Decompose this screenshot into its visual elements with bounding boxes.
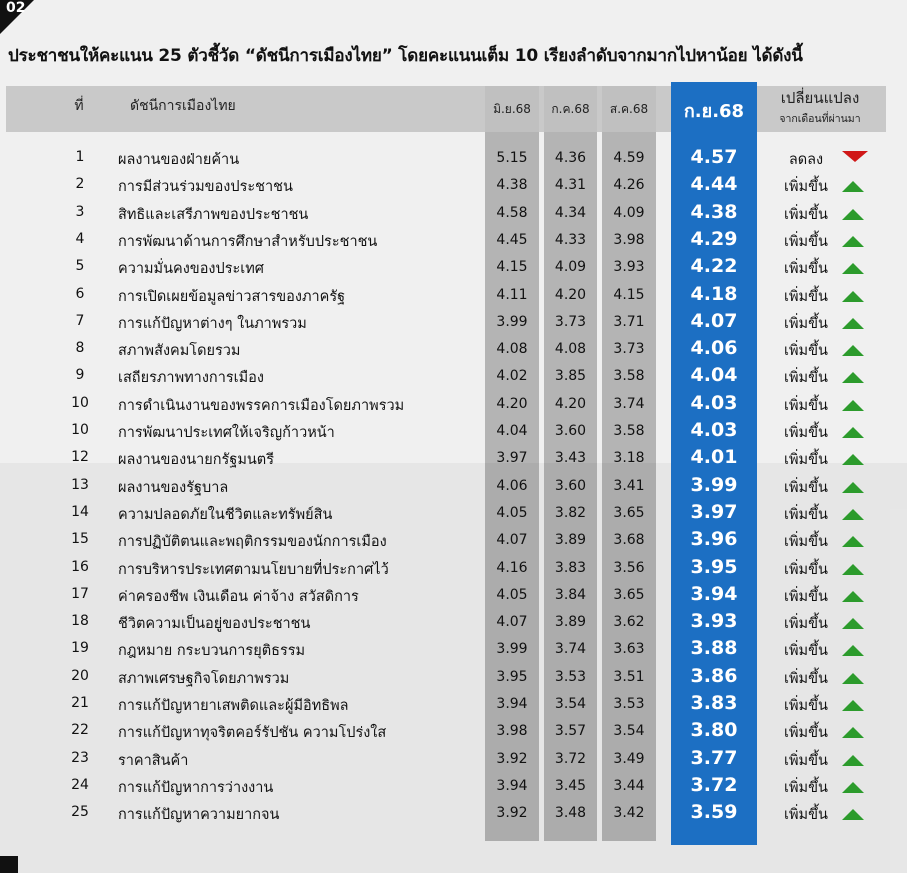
month-2-value: 3.43: [554, 450, 587, 467]
index-name-cell: ค่าครองชีพ เงินเดือน ค่าจ้าง สวัสดิการ: [118, 588, 359, 605]
current-value: 4.01: [690, 446, 738, 469]
month-3-value: 3.63: [613, 641, 645, 658]
month-3-value: 3.56: [613, 559, 645, 576]
change-label: เพิ่มขึ้น: [784, 807, 828, 824]
month-2-value: 4.20: [554, 395, 587, 412]
current-value: 4.44: [690, 173, 738, 196]
page-title: ประชาชนให้คะแนน 25 ตัวชี้วัด “ดัชนีการเมืองไทย” โดยคะแนนเต็ม 10 เรียงลำดับจากมากไปหาน้อย ได้ดังนี้: [8, 46, 803, 66]
month-2-value: 3.53: [554, 668, 587, 685]
current-value: 3.94: [690, 582, 738, 605]
index-name-cell: ราคาสินค้า: [118, 752, 189, 769]
header-rank: ที่: [74, 98, 84, 114]
month-2-value: 3.84: [554, 586, 587, 603]
month-3-value: 3.93: [613, 259, 645, 276]
current-value: 3.83: [690, 692, 738, 714]
month-2-value: 4.09: [554, 259, 587, 276]
index-name-cell: การปฏิบัติตนและพฤติกรรมของนักการเมือง: [118, 534, 387, 551]
month-3-value: 3.68: [613, 532, 645, 549]
month-3-value: 4.26: [613, 177, 645, 194]
table-row: [0, 445, 907, 472]
rank-cell: 1: [75, 149, 85, 165]
current-value: 4.38: [690, 200, 738, 223]
rank-cell: 15: [71, 531, 89, 548]
current-value: 3.86: [690, 664, 738, 687]
change-label: เพิ่มขึ้น: [784, 452, 828, 469]
current-value: 4.04: [690, 364, 738, 387]
month-3-value: 3.62: [613, 614, 645, 631]
up-arrow-icon: [842, 454, 864, 465]
table-row: [0, 527, 907, 554]
table-row: [0, 473, 907, 500]
up-arrow-icon: [842, 427, 864, 438]
month-2-value: 4.36: [554, 150, 587, 166]
index-name-cell: การแก้ปัญหาการว่างงาน: [118, 779, 274, 796]
month-1-value: 3.99: [496, 313, 528, 330]
rank-cell: 23: [71, 749, 89, 766]
change-label: เพิ่มขึ้น: [784, 561, 828, 578]
up-arrow-icon: [842, 372, 864, 383]
index-name-cell: การพัฒนาประเทศให้เจริญก้าวหน้า: [118, 425, 335, 441]
month-2-value: 4.31: [554, 177, 587, 194]
month-1-value: 3.95: [496, 668, 528, 685]
month-1-value: 4.08: [496, 341, 528, 358]
month-1-value: 3.92: [496, 805, 528, 822]
month-2-value: 3.74: [554, 641, 587, 658]
rank-cell: 16: [71, 558, 89, 575]
header-month-2: ก.ค.68: [551, 102, 590, 116]
month-2-value: 3.83: [554, 559, 587, 576]
month-3-value: 3.18: [613, 450, 645, 467]
up-arrow-icon: [842, 809, 864, 820]
month-2-value: 3.89: [554, 614, 587, 631]
month-1-value: 4.06: [496, 477, 528, 494]
up-arrow-icon: [842, 700, 864, 711]
current-value: 3.72: [690, 773, 738, 796]
up-arrow-icon: [842, 181, 864, 192]
current-value: 4.57: [690, 146, 738, 168]
month-1-value: 5.15: [496, 150, 528, 166]
table-row: [0, 773, 907, 800]
current-value: 3.99: [690, 473, 738, 496]
month-1-value: 3.94: [496, 696, 528, 712]
table-row: [0, 746, 907, 773]
current-value: 3.95: [690, 555, 738, 578]
month-2-value: 3.72: [554, 750, 587, 767]
current-value: 3.77: [690, 746, 738, 769]
current-value: 3.59: [690, 801, 738, 824]
month-3-value: 3.49: [613, 750, 645, 767]
current-value: 3.88: [690, 637, 738, 660]
index-name-cell: สิทธิและเสรีภาพของประชาชน: [118, 206, 309, 223]
month-3-value: 3.74: [613, 395, 645, 412]
month-1-value: 4.05: [496, 586, 528, 603]
current-value: 4.03: [690, 419, 738, 441]
table-row: [0, 254, 907, 281]
month-3-value: 4.09: [613, 204, 645, 221]
up-arrow-icon: [842, 509, 864, 520]
index-name-cell: การแก้ปัญหาความยากจน: [118, 807, 280, 824]
index-name-cell: ความมั่นคงของประเทศ: [118, 261, 264, 278]
current-value: 4.06: [690, 337, 738, 360]
table-row: [0, 336, 907, 363]
rank-cell: 5: [75, 258, 85, 275]
month-1-value: 3.97: [496, 450, 528, 467]
table-row: [0, 418, 907, 445]
current-value: 3.96: [690, 528, 738, 551]
month-1-value: 4.45: [496, 231, 528, 248]
header-index: ดัชนีการเมืองไทย: [130, 98, 236, 114]
rank-cell: 18: [71, 613, 89, 630]
current-value: 4.29: [690, 227, 738, 250]
table-row: [0, 282, 907, 309]
month-1-value: 4.11: [496, 286, 528, 303]
table-row: [0, 718, 907, 745]
up-arrow-icon: [842, 263, 864, 274]
table-row: [0, 664, 907, 691]
rank-cell: 25: [71, 804, 89, 821]
month-3-value: 3.71: [613, 313, 645, 330]
rank-cell: 19: [71, 640, 89, 657]
up-arrow-icon: [842, 564, 864, 575]
month-1-value: 4.15: [496, 259, 528, 276]
month-2-value: 4.34: [554, 204, 587, 221]
rank-cell: 8: [75, 340, 85, 357]
up-arrow-icon: [842, 482, 864, 493]
change-label: เพิ่มขึ้น: [784, 479, 828, 496]
rank-cell: 4: [75, 230, 85, 247]
table-row: [0, 363, 907, 390]
table-row: [0, 800, 907, 827]
month-2-value: 3.57: [554, 723, 587, 740]
index-name-cell: กฎหมาย กระบวนการยุติธรรม: [118, 643, 306, 660]
change-label: เพิ่มขึ้น: [784, 725, 828, 742]
rank-cell: 21: [71, 695, 89, 711]
header-change-sub: จากเดือนที่ผ่านมา: [779, 113, 861, 125]
month-1-value: 4.20: [496, 395, 528, 412]
month-2-value: 4.20: [554, 286, 587, 303]
index-name-cell: การบริหารประเทศตามนโยบายที่ประกาศไว้: [118, 561, 389, 578]
change-label: เพิ่มขึ้น: [784, 425, 828, 441]
table-row: [0, 172, 907, 199]
table-row: [0, 200, 907, 227]
change-label: เพิ่มขึ้น: [784, 343, 828, 360]
change-label: เพิ่มขึ้น: [784, 179, 828, 196]
change-label: เพิ่มขึ้น: [784, 506, 828, 523]
current-value: 3.93: [690, 610, 738, 633]
month-3-value: 3.73: [613, 341, 645, 358]
up-arrow-icon: [842, 236, 864, 247]
change-label: เพิ่มขึ้น: [784, 315, 828, 332]
month-3-value: 3.98: [613, 231, 645, 248]
change-label: เพิ่มขึ้น: [784, 397, 828, 414]
month-3-value: 3.42: [613, 805, 645, 822]
month-2-value: 3.54: [554, 696, 587, 712]
table-row: [0, 309, 907, 336]
corner-mark-bottom: [0, 856, 18, 873]
up-arrow-icon: [842, 645, 864, 656]
change-label: เพิ่มขึ้น: [784, 752, 828, 769]
current-value: 4.22: [690, 255, 738, 278]
change-label: เพิ่มขึ้น: [784, 370, 828, 387]
header-month-3: ส.ค.68: [609, 102, 649, 116]
table-row: [0, 500, 907, 527]
rank-cell: 9: [75, 367, 85, 384]
up-arrow-icon: [842, 318, 864, 329]
month-3-value: 3.41: [613, 477, 645, 494]
month-2-value: 3.48: [554, 805, 587, 822]
month-2-value: 3.73: [554, 313, 587, 330]
month-3-value: 3.53: [613, 696, 645, 712]
down-arrow-icon: [842, 151, 868, 162]
page-number: 02: [6, 0, 26, 16]
month-2-value: 3.60: [554, 423, 587, 439]
month-3-value: 3.65: [613, 586, 645, 603]
rank-cell: 24: [71, 776, 89, 793]
up-arrow-icon: [842, 673, 864, 684]
index-name-cell: การดำเนินงานของพรรคการเมืองโดยภาพรวม: [118, 397, 405, 414]
rank-cell: 10: [71, 394, 89, 411]
month-1-value: 3.92: [496, 750, 528, 767]
up-arrow-icon: [842, 591, 864, 602]
change-label: เพิ่มขึ้น: [784, 206, 828, 223]
change-label: เพิ่มขึ้น: [784, 670, 828, 687]
table-row: [0, 691, 907, 718]
change-label: เพิ่มขึ้น: [784, 779, 828, 796]
index-name-cell: การแก้ปัญหายาเสพติดและผู้มีอิทธิพล: [118, 698, 349, 714]
month-3-value: 3.44: [613, 777, 645, 794]
up-arrow-icon: [842, 291, 864, 302]
index-name-cell: ผลงานของรัฐบาล: [118, 479, 229, 496]
up-arrow-icon: [842, 209, 864, 220]
month-2-value: 3.85: [554, 368, 587, 385]
table-row: [0, 609, 907, 636]
month-2-value: 4.08: [554, 341, 587, 358]
current-value: 4.03: [690, 391, 738, 414]
month-3-value: 3.54: [613, 723, 645, 740]
rank-cell: 17: [71, 585, 89, 602]
index-name-cell: ผลงานของฝ่ายค้าน: [118, 152, 240, 168]
up-arrow-icon: [842, 618, 864, 629]
index-name-cell: การแก้ปัญหาต่างๆ ในภาพรวม: [118, 315, 307, 332]
up-arrow-icon: [842, 400, 864, 411]
month-3-value: 3.65: [613, 504, 645, 521]
current-value: 3.97: [690, 500, 738, 523]
table-row: [0, 145, 907, 172]
change-label: เพิ่มขึ้น: [784, 261, 828, 278]
month-3-value: 4.15: [613, 286, 645, 303]
month-3-value: 3.58: [613, 368, 645, 385]
rank-cell: 20: [71, 667, 89, 684]
header-month-1: มิ.ย.68: [493, 102, 531, 116]
rank-cell: 6: [75, 285, 85, 302]
month-1-value: 3.94: [496, 777, 528, 794]
change-label: เพิ่มขึ้น: [784, 698, 828, 714]
rank-cell: 3: [75, 203, 85, 220]
rank-cell: 2: [75, 176, 85, 193]
month-1-value: 4.04: [496, 423, 528, 439]
month-1-value: 4.16: [496, 559, 528, 576]
header-current-month: ก.ย.68: [683, 101, 745, 122]
up-arrow-icon: [842, 755, 864, 766]
up-arrow-icon: [842, 782, 864, 793]
month-1-value: 4.02: [496, 368, 528, 385]
up-arrow-icon: [842, 727, 864, 738]
change-label: เพิ่มขึ้น: [784, 233, 828, 250]
rank-cell: 14: [71, 503, 89, 520]
month-1-value: 3.98: [496, 723, 528, 740]
index-name-cell: การมีส่วนร่วมของประชาชน: [118, 179, 293, 196]
change-label: เพิ่มขึ้น: [784, 616, 828, 633]
index-name-cell: สภาพสังคมโดยรวม: [118, 343, 241, 360]
change-label: เพิ่มขึ้น: [784, 643, 828, 660]
month-1-value: 4.07: [496, 614, 528, 631]
rank-cell: 7: [75, 312, 85, 329]
change-label: เพิ่มขึ้น: [784, 588, 828, 605]
change-label: ลดลง: [788, 152, 824, 168]
index-name-cell: สภาพเศรษฐกิจโดยภาพรวม: [118, 670, 290, 687]
index-name-cell: ชีวิตความเป็นอยู่ของประชาชน: [118, 616, 311, 633]
table-row: [0, 582, 907, 609]
rank-cell: 12: [71, 449, 89, 466]
table-row: [0, 555, 907, 582]
month-3-value: 3.51: [613, 668, 645, 685]
change-label: เพิ่มขึ้น: [784, 534, 828, 551]
index-name-cell: เสถียรภาพทางการเมือง: [118, 370, 264, 387]
month-3-value: 4.59: [613, 150, 645, 166]
change-label: เพิ่มขึ้น: [784, 288, 828, 305]
rank-cell: 10: [71, 422, 89, 438]
month-2-value: 3.60: [554, 477, 587, 494]
month-1-value: 4.07: [496, 532, 528, 549]
index-name-cell: การแก้ปัญหาทุจริตคอร์รัปชัน ความโปร่งใส: [118, 725, 387, 742]
index-name-cell: การเปิดเผยข้อมูลข่าวสารของภาครัฐ: [118, 288, 346, 305]
month-1-value: 4.58: [496, 204, 528, 221]
index-name-cell: ความปลอดภัยในชีวิตและทรัพย์สิน: [118, 506, 333, 523]
month-2-value: 3.89: [554, 532, 587, 549]
index-name-cell: การพัฒนาด้านการศึกษาสำหรับประชาชน: [118, 233, 378, 250]
current-value: 4.07: [690, 309, 738, 332]
current-value: 3.80: [690, 719, 738, 742]
header-change: เปลี่ยนแปลง: [780, 89, 860, 107]
month-1-value: 3.99: [496, 641, 528, 658]
rank-cell: 13: [71, 476, 89, 493]
up-arrow-icon: [842, 536, 864, 547]
index-name-cell: ผลงานของนายกรัฐมนตรี: [118, 452, 275, 469]
table-row: [0, 391, 907, 418]
month-2-value: 3.45: [554, 777, 587, 794]
month-2-value: 4.33: [554, 231, 587, 248]
month-1-value: 4.05: [496, 504, 528, 521]
current-value: 4.18: [690, 282, 738, 305]
up-arrow-icon: [842, 345, 864, 356]
month-3-value: 3.58: [613, 423, 645, 439]
table-row: [0, 636, 907, 663]
month-2-value: 3.82: [554, 504, 587, 521]
rank-cell: 22: [71, 722, 89, 739]
month-1-value: 4.38: [496, 177, 528, 194]
table-row: [0, 227, 907, 254]
